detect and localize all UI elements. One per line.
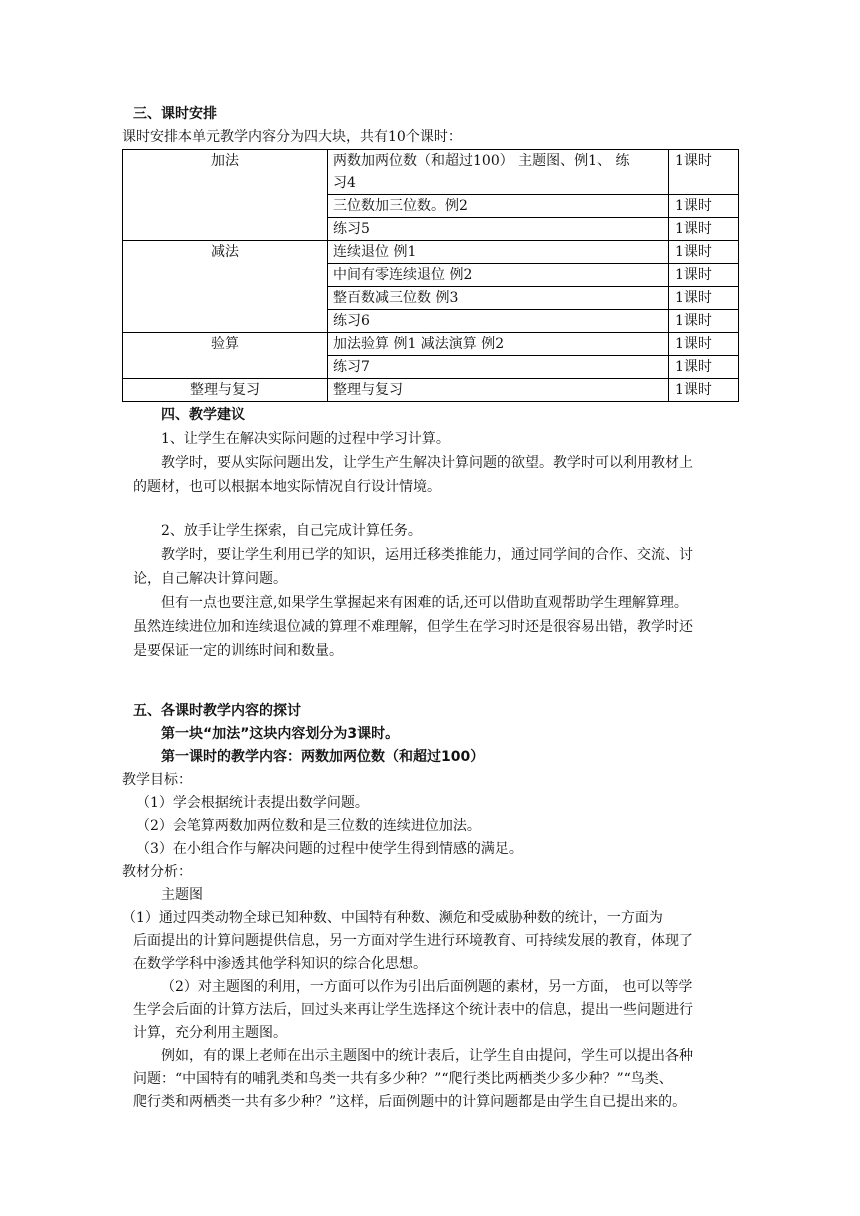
paragraph-line: 生学会后面的计算方法后，回过头来再让学生选择这个统计表中的信息，提出一些问题进行 <box>133 1002 693 1018</box>
hours-cell: 1课时 <box>669 379 739 402</box>
paragraph-line: （2）对主题图的利用，一方面可以作为引出后面例题的素材，另一方面， 也可以等学 <box>161 979 693 995</box>
content-cell: 练习5 <box>328 218 669 241</box>
paragraph-line: 计算，充分利用主题图。 <box>133 1025 287 1041</box>
content-cell: 连续退位 例1 <box>328 241 669 264</box>
schedule-table <box>122 149 739 402</box>
paragraph-line: 在数学学科中渗透其他学科知识的综合化思想。 <box>133 956 427 972</box>
paragraph-line: 是要保证一定的训练时间和数量。 <box>133 643 343 659</box>
paragraph-line: 爬行类和两栖类一共有多少种？”这样，后面例题中的计算问题都是由学生自已提出来的。 <box>133 1094 687 1110</box>
content-cell: 整百数减三位数 例3 <box>328 287 669 310</box>
content-line: 习4 <box>333 175 356 191</box>
section-heading-4: 四、教学建议 <box>161 407 245 423</box>
goals-label: 教学目标： <box>122 772 192 788</box>
table-row <box>123 150 739 195</box>
section-heading-5: 五、各课时教学内容的探讨 <box>133 703 301 719</box>
content-cell: 加法验算 例1 减法演算 例2 <box>328 333 669 356</box>
content-line: 两数加两位数（和超过100） 主题图、例1、 练 <box>333 153 630 169</box>
content-cell: 中间有零连续退位 例2 <box>328 264 669 287</box>
paragraph-line: 虽然连续进位加和连续退位减的算理不难理解，但学生在学习时还是很容易出错，教学时还 <box>133 619 693 635</box>
content-cell: 练习6 <box>328 310 669 333</box>
hours-cell: 1课时 <box>669 287 739 310</box>
paragraph-line: （1）通过四类动物全球已知种数、中国特有种数、濒危和受威胁种数的统计，一方面为 <box>122 910 663 926</box>
goal-item: （1）学会根据统计表提出数学问题。 <box>136 795 369 811</box>
paragraph-line: 例如，有的课上老师在出示主题图中的统计表后，让学生自由提问，学生可以提出各种 <box>161 1048 693 1064</box>
hours-cell: 1课时 <box>669 264 739 287</box>
hours-cell: 1课时 <box>669 241 739 264</box>
category-cell: 验算 <box>123 333 328 379</box>
table-row <box>123 379 739 402</box>
goal-item: （3）在小组合作与解决问题的过程中使学生得到情感的满足。 <box>136 841 523 857</box>
section-heading-3: 三、课时安排 <box>133 106 217 122</box>
block-heading: 第一块“加法”这块内容划分为3课时。 <box>161 726 400 742</box>
hours-cell: 1课时 <box>669 310 739 333</box>
content-cell <box>328 150 669 195</box>
paragraph-line: 教学时，要从实际问题出发，让学生产生解决计算问题的欲望。教学时可以利用教材上 <box>161 455 693 471</box>
goal-item: （2）会笔算两数加两位数和是三位数的连续进位加法。 <box>136 818 481 834</box>
hours-cell: 1课时 <box>669 218 739 241</box>
paragraph-line: 但有一点也要注意,如果学生掌握起来有困难的话,还可以借助直观帮助学生理解算理。 <box>161 595 688 611</box>
table-row <box>123 333 739 356</box>
category-cell: 整理与复习 <box>123 379 328 402</box>
hours-cell: 1课时 <box>669 195 739 218</box>
theme-label: 主题图 <box>161 887 203 903</box>
category-cell: 减法 <box>123 241 328 333</box>
paragraph-line: 问题：“中国特有的哺乳类和鸟类一共有多少种？”“爬行类比两栖类少多少种？”“鸟类、 <box>133 1071 673 1087</box>
lesson-heading: 第一课时的教学内容：两数加两位数（和超过100） <box>161 749 485 765</box>
hours-cell: 1课时 <box>669 150 739 195</box>
table-row <box>123 241 739 264</box>
hours-cell: 1课时 <box>669 356 739 379</box>
paragraph-line: 后面提出的计算问题提供信息，另一方面对学生进行环境教育、可持续发展的教育，体现了 <box>133 933 693 949</box>
hours-cell: 1课时 <box>669 333 739 356</box>
paragraph-line: 1、让学生在解决实际问题的过程中学习计算。 <box>161 431 450 447</box>
paragraph-line: 2、放手让学生探索，自己完成计算任务。 <box>161 523 422 539</box>
paragraph-line: 论，自己解决计算问题。 <box>133 571 287 587</box>
paragraph-line: 教学时，要让学生利用已学的知识，运用迁移类推能力，通过同学间的合作、交流、讨 <box>161 547 693 563</box>
category-cell: 加法 <box>123 150 328 241</box>
content-cell: 三位数加三位数。例2 <box>328 195 669 218</box>
paragraph-line: 的题材，也可以根据本地实际情况自行设计情境。 <box>133 479 441 495</box>
analysis-label: 教材分析： <box>122 864 192 880</box>
content-cell: 整理与复习 <box>328 379 669 402</box>
content-cell: 练习7 <box>328 356 669 379</box>
schedule-intro: 课时安排本单元教学内容分为四大块，共有10个课时： <box>122 129 462 145</box>
